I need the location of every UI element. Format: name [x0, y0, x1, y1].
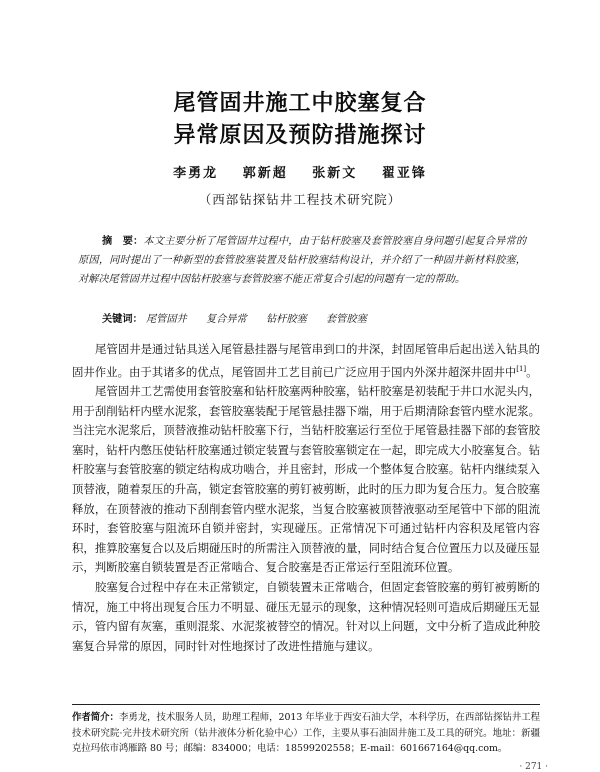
page-number: · 271 ·: [519, 762, 548, 772]
body-paragraph-3: 胶塞复合过程中存在未正常锁定，自锁装置未正常啮合，但固定套管胶塞的剪钉被剪断的情况，施工中将出现复合压力不明显、碰压无显示的现象，这种情况轻则可造成后期碰压无显示，管内留有灰塞，重则混浆、水泥浆被替空的情况。针对以上问题，文中分析了造成此种胶塞复合异常的原因，同时针对性地探讨了改进性措施与建议。: [72, 579, 540, 653]
author-footnote: [72, 710, 540, 757]
abstract-text: 本文主要分析了尾管固井过程中，由于钻杆胶塞及套管胶塞自身问题引起复合异常的原因，同时提出了一种新型的套管胶塞装置及钻杆胶塞结构设计，并介绍了一种固井新材料胶塞，对解决尾管固井过程中因钻杆胶塞与套管胶塞不能正常复合引起的问题有一定的帮助。: [78, 236, 527, 285]
abstract-label: 摘 要：: [102, 235, 144, 247]
author-name: 郭新超: [242, 166, 288, 181]
footnote-divider: [72, 704, 540, 705]
body-text: [72, 340, 540, 656]
keyword: 尾管固井: [146, 314, 187, 325]
keyword: 钻杆胶塞: [266, 314, 307, 325]
paragraph-text: 尾管固井是通过钻具送入尾管悬挂器与尾管串到口的井深，封固尾管串后起出送入钻具的固井作业。由于其诸多的优点，尾管固井工艺目前已广泛应用于国内外深井超深井固井中: [72, 342, 540, 379]
paper-title-line-1: 尾管固井施工中胶塞复合: [173, 91, 427, 116]
author-list: [0, 162, 600, 181]
keywords: [102, 310, 542, 325]
author-affiliation: （西部钻探钻井工程技术研究院）: [198, 192, 402, 207]
body-paragraph-2: 尾管固井工艺需使用套管胶塞和钻杆胶塞两种胶塞，钻杆胶塞是初装配于井口水泥头内，用于刮削钻杆内壁水泥浆，套管胶塞装配于尾管悬挂器下端，用于后期清除套管内壁水泥浆。当注完水泥浆后，顶替液推动钻杆胶塞下行，当钻杆胶塞运行至位于尾管悬挂器下部的套管胶塞时，钻杆内憋压使钻杆胶塞通过锁定装置与套管胶塞锁定在一起，即完成大小胶塞复合。钻杆胶塞与套管胶塞的锁定结构成功啮合，并且密封，形成一个整体复合胶塞。钻杆内继续泵入顶替液，随着泵压的升高，锁定套管胶塞的剪钉被剪断，此时的压力即为复合压力。复合胶塞释放，在顶替液的推动下刮削套管内壁水泥浆，当复合胶塞被顶替液驱动至尾管中下部的阻流环时，套管胶塞与阻流环自锁并密封，实现碰压。正常情况下可通过钻杆内容积及尾管内容积，推算胶塞复合以及后期碰压时的所需注入顶替液的量，同时结合复合位置压力以及碰压显示，判断胶塞自锁装置是否正常啮合、复合胶塞是否正常运行至阻流环位置。: [72, 383, 540, 575]
body-paragraph-1: [72, 340, 540, 382]
keywords-label: 关键词：: [102, 313, 143, 325]
paper-title-line-2: 异常原因及预防措施探讨: [173, 123, 427, 148]
author-name: 李勇龙: [173, 166, 219, 181]
footnote-label: 作者简介：: [72, 712, 119, 723]
abstract: [78, 232, 526, 289]
citation-ref: [1]: [516, 364, 527, 373]
footnote-text: 李勇龙，技术服务人员，助理工程师，2013 年毕业于西安石油大学，本科学历，在西部钻探钻井工程技术研究院·完井技术研究所（钻井液体分析化验中心）工作，主要从事石油固井施工及工具的研究。地址：新疆克拉玛依市鸿雁路 80 号；邮编：834000；电话：18599202558；E-mail：601667164@qq.com。: [72, 712, 540, 754]
author-name: 翟亚锋: [381, 166, 427, 181]
keyword: 套管胶塞: [326, 314, 367, 325]
keyword: 复合异常: [206, 314, 247, 325]
paragraph-end: 。: [526, 364, 538, 379]
author-name: 张新文: [312, 166, 358, 181]
